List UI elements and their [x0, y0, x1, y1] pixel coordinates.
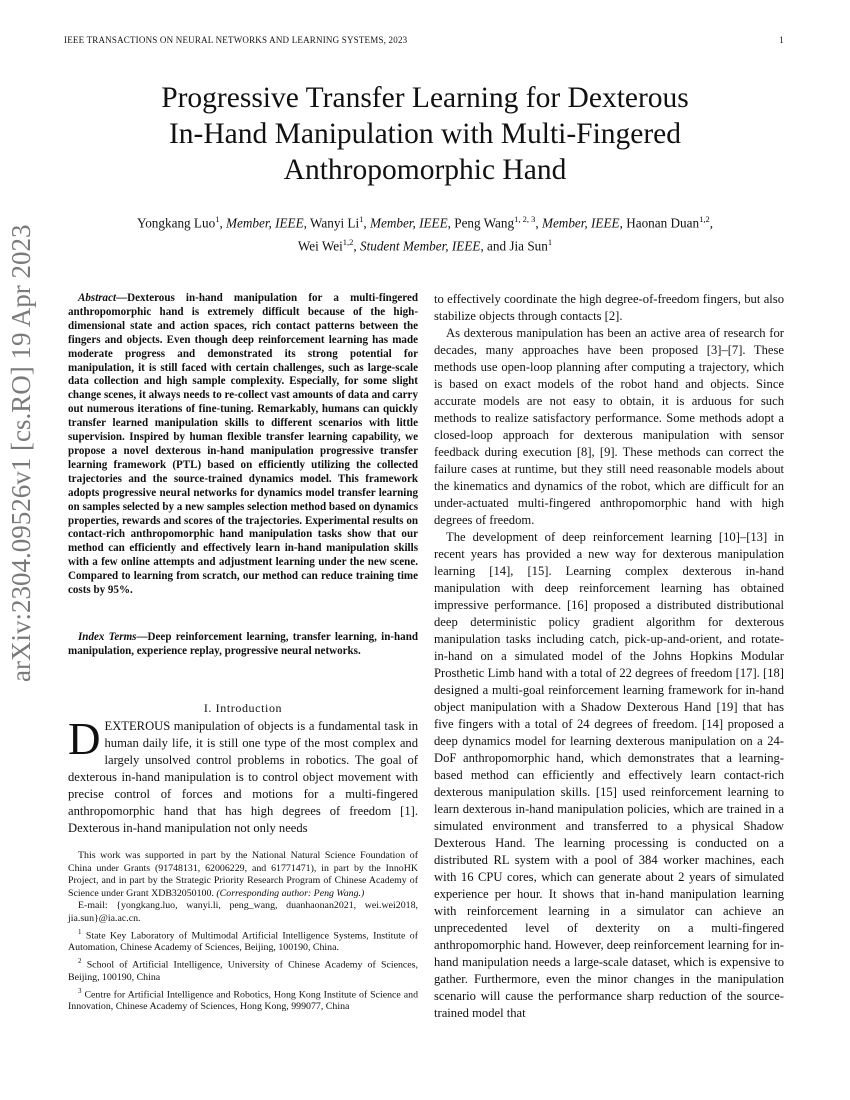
running-header [64, 35, 784, 45]
author-membership: Member, IEEE [541, 215, 620, 231]
title-line: In-Hand Manipulation with Multi-Fingered [168, 118, 682, 150]
index-terms-label: Index Terms [78, 631, 137, 643]
abstract-text: Dexterous in-hand manipulation for a multi-fingered anthropomorphic hand is extremely difficult because of the high-dimensional state and action spaces, rich contact patterns between the fingers and objects. Even though deep reinforcement learning has made moderate progress and demonstrated its strong potential for manipulation, it is still faced with certain challenges, such as large-scale data collection and high sample complexity. Especially, for some slight change scenes, it always needs to re-collect vast amounts of data and carry out numerous iterations of fine-tuning. Remarkably, humans can quickly transfer learned manipulation skills to different scenarios with little supervision. Inspired by human flexible transfer learning capability, we propose a novel dexterous in-hand manipulation progressive transfer learning framework (PTL) based on efficiently utilizing the collected trajectories and the source-trained dynamics model. This framework adopts progressive neural networks for dynamics model transfer learning on samples selected by a new samples selection method based on dynamics properties, rewards and scores of the trajectories. Experimental results on contact-rich anthropomorphic hand manipulation tasks show that our method can efficiently and effectively learn in-hand manipulation skills with a few online attempts and adjustment learning under the new scene. Compared to learning from scratch, our method can reduce training time costs by 95%. [68, 292, 418, 597]
author-name: Wanyi Li [310, 215, 360, 231]
introduction-paragraph [68, 714, 418, 837]
author-list: Yongkang Luo$^1$, Member, IEEE, Wanyi Li$^1$, Member, IEEE, Peng Wang$^{1, 2, 3}$, Member, IEEE, Haonan Duan$^{1,2}$, Wei Wei$^{1,2}$, Student Member, IEEE, and Jia Sun$^1$ [137, 214, 713, 254]
abstract: Abstract—Dexterous in-hand manipulation for a multi-fingered anthropomorphic hand is extremely difficult because of the high-dimensional state and action spaces, rich contact patterns between the fingers and objects. Even though deep reinforcement learning has made moderate progress and demonstrated its strong potential for manipulation, it is still faced with certain challenges, such as large-scale data collection and high sample complexity. Especially, for some slight change scenes, it always needs to re-collect vast amounts of data and carry out numerous iterations of fine-tuning. Remarkably, humans can quickly transfer learned manipulation skills to different scenarios with little supervision. Inspired by human flexible transfer learning capability, we propose a novel dexterous in-hand manipulation progressive transfer learning framework (PTL) based on efficiently utilizing the collected trajectories and the source-trained dynamics model. This framework adopts progressive neural networks for dynamics model transfer learning on samples selected by a new samples selection method based on dynamics properties, rewards and scores of the trajectories. Experimental results on contact-rich anthropomorphic hand manipulation tasks show that our method can efficiently and effectively learn in-hand manipulation skills with a few online attempts and adjustment learning under the new scene. Compared to learning from scratch, our method can reduce training time costs by 95%. [68, 292, 418, 597]
author-affiliation-marker: 1 [215, 214, 220, 224]
affiliation-note [68, 955, 418, 984]
affiliation-note [68, 985, 418, 1014]
right-column-body [434, 291, 784, 1022]
author-affiliation-marker: 1 [547, 236, 553, 247]
funding-note [68, 850, 418, 900]
affiliation-marker: 1 [78, 927, 82, 936]
author-membership: Member, IEEE [370, 215, 448, 231]
affiliation-text: Centre for Artificial Intelligence and Robotics, Hong Kong Institute of Science and Innovation, Chinese Academy of Sciences, Hong Kong, 999077, China [68, 988, 419, 1013]
corresponding-author-note: (Corresponding author: Peng Wang.) [216, 887, 365, 899]
drop-cap: D [68, 714, 101, 764]
affiliation-note [68, 926, 418, 955]
index-terms: Index Terms—Deep reinforcement learning, transfer learning, in-hand manipulation, experience replay, progressive neural networks. [68, 631, 418, 657]
author-name: Yongkang Luo [137, 215, 216, 231]
author-membership: Member, IEEE [226, 215, 304, 231]
author-name: Wei Wei [297, 238, 343, 254]
author-name: Haonan Duan [626, 215, 700, 231]
title-line: Progressive Transfer Learning for Dexterous [161, 82, 689, 114]
author-affiliation-marker: 1 [359, 214, 364, 224]
paper-title [70, 80, 780, 188]
section-heading: I. Introduction [203, 701, 283, 715]
author-affiliation-marker: 1,2 [342, 236, 354, 247]
introduction-text: EXTEROUS manipulation of objects is a fundamental task in human daily life, it is still one type of the most complex and largely unsolved control problems in robotics. The goal of dexterous in-hand manipulation is to control object movement with precise control of forces and motions for a multi-fingered anthropomorphic hand that has high degrees of freedom [1]. Dexterous in-hand manipulation not only needs [68, 719, 418, 835]
abstract-label: Abstract [78, 292, 117, 304]
page-number: 1 [779, 35, 784, 45]
author-affiliation-marker: 1, 2, 3 [514, 214, 536, 224]
arxiv-identifier: arXiv:2304.09526v1 [cs.RO] 19 Apr 2023 [6, 224, 36, 682]
body-paragraph: The development of deep reinforcement learning [10]–[13] in recent years has provided a new way for dexterous manipulation learning [14], [15]. Learning complex dexterous in-hand manipulation with deep reinforcement learning has obtained impressive performance. [16] proposed a distributed distributional deep deterministic policy gradient algorithm for dexterous manipulation tasks including catch, pick-up-and-orient, and rotate-in-hand on a simulated model of the Johns Hopkins Modular Prosthetic Limb hand with a total of 22 degrees of freedom [17]. [18] designed a multi-goal reinforcement learning framework for in-hand object manipulation with a Shadow Dexterous Hand [19] that has five fingers with a total of 24 degrees of freedom. [14] proposed a deep dynamics model for learning dexterous manipulation on a 24-DoF anthropomorphic hand, which demonstrates that a learning-based method can efficiently and effectively learn contact-rich dexterous manipulation skills. [15] used reinforcement learning to learn dexterous in-hand manipulation policies, which are trained in a simulated environment and transferred to a physical Shadow Dexterous Hand. The learning processing is conducted on a distributed RL system with a pool of 384 worker machines, each with 16 CPU cores, which can generate about 2 years of simulated experience per hour. It shows that in-hand manipulation learning with reinforcement learning in a simulator can achieve an unprecedented level of dexterity on a multi-fingered anthropomorphic hand. However, deep reinforcement learning for in-hand manipulation needs a large-scale dataset, which is expensive to gather. Furthermore, even the minor changes in the manipulation scenario will cause the performance sharp reduction of the source-trained model that [434, 530, 784, 1020]
body-paragraph: to effectively coordinate the high degree-of-freedom fingers, but also stabilize objects through contacts [2]. [434, 292, 784, 323]
journal-name: IEEE TRANSACTIONS ON NEURAL NETWORKS AND LEARNING SYSTEMS, 2023 [64, 35, 408, 45]
body-paragraph: As dexterous manipulation has been an active area of research for decades, many approaches have been proposed [3]–[7]. These methods use open-loop planning after computing a trajectory, which is based on exact models of the robot hand and objects. Since accurate models are not easy to obtain, it is arduous for such methods to realize satisfactory performance. Some methods adopt a closed-loop approach for dexterous manipulation with sensor feedback during execution [8], [9]. These methods can correct the failure cases at runtime, but they still need reasonable models about the kinematics and dynamics of the robot, which are difficult for an under-actuated multi-fingered anthropomorphic hand with high degrees of freedom. [434, 326, 784, 527]
author-name: Jia Sun [509, 238, 548, 254]
funding-text: This work was supported in part by the National Natural Science Foundation of China under Grants (91748131, 62006229, and 61771471), in part by the InnoHK Project, and in part by the Strategic Priority Research Program of Chinese Academy of Science under Grant XDB32050100. [68, 850, 418, 899]
affiliation-text: State Key Laboratory of Multimodal Artificial Intelligence Systems, Institute of Automation, Chinese Academy of Sciences, Beijing, 100190, China. [68, 929, 418, 954]
affiliation-marker: 2 [78, 957, 82, 966]
author-affiliation-marker: 1,2 [699, 214, 710, 224]
title-line: Anthropomorphic Hand [283, 154, 567, 186]
index-terms-text: Deep reinforcement learning, transfer learning, in-hand manipulation, experience replay, progressive neural networks. [68, 631, 418, 657]
author-membership: Student Member, IEEE [359, 238, 481, 254]
author-name: Peng Wang [454, 215, 515, 231]
affiliation-text: School of Artificial Intelligence, University of Chinese Academy of Sciences, Beijing, 100190, China [68, 959, 418, 983]
email-note: E-mail: {yongkang.luo, wanyi.li, peng_wang, duanhaonan2021, wei.wei2018, jia.sun}@ia.ac.cn. [68, 900, 418, 924]
affiliation-marker: 3 [78, 986, 82, 995]
footnotes [68, 850, 418, 1014]
